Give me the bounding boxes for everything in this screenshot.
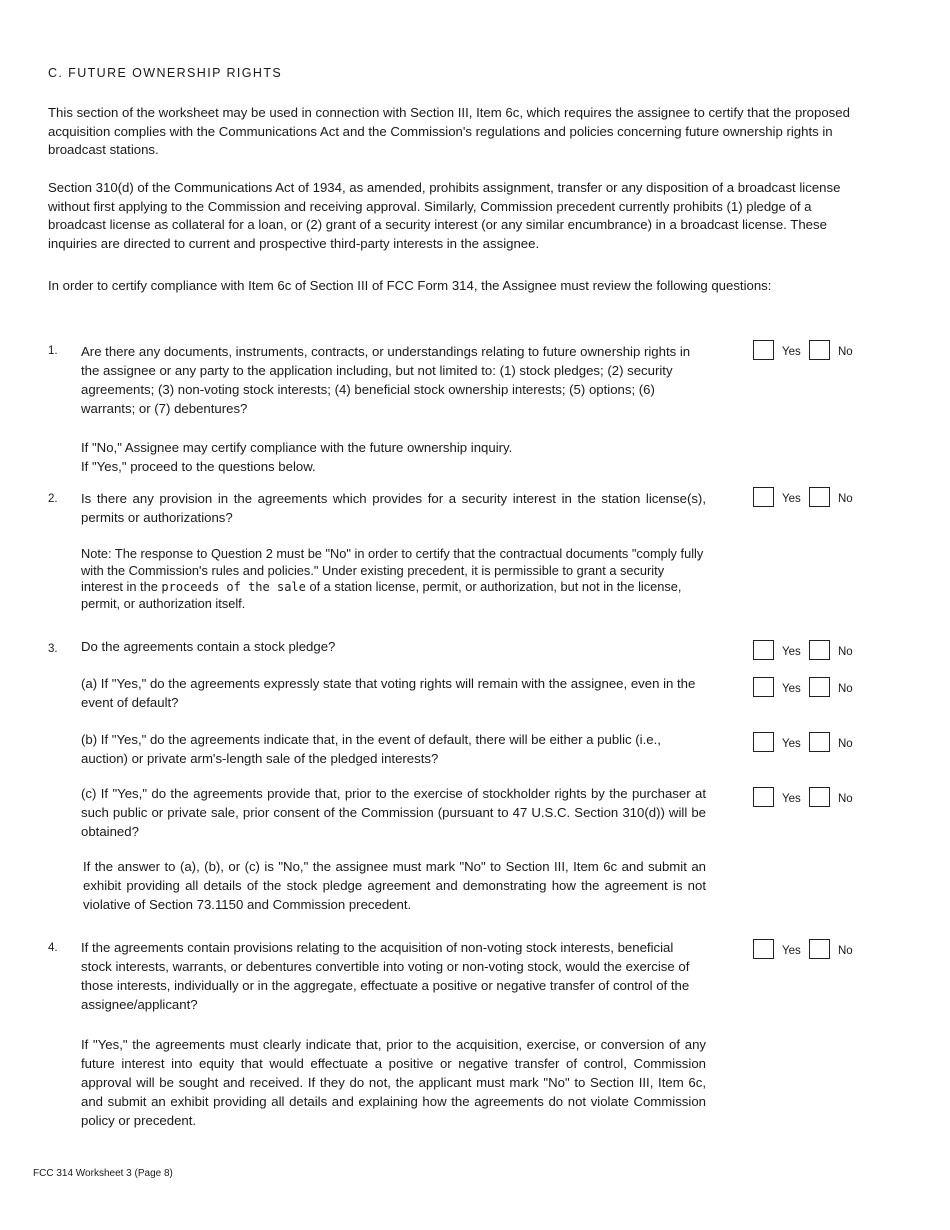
section-heading: C. FUTURE OWNERSHIP RIGHTS (48, 66, 283, 80)
q1-yes-no (753, 340, 863, 362)
q1-no-label: No (838, 346, 853, 358)
q2-note-text-b: of a station license, permit, or authorization, but not in the license, permit, or authorization itself. (81, 579, 682, 611)
q2-no-label: No (838, 493, 853, 505)
q3-yes-label: Yes (782, 646, 801, 658)
q3c-text: (c) If "Yes," do the agreements provide that, prior to the exercise of stockholder rights by the purchaser at such public or private sale, prior consent of the Commission (pursuant to 47 U.S.C. Section 310(d)) will be obtained? (81, 786, 706, 839)
q3a-no-checkbox[interactable] (809, 677, 830, 697)
intro-paragraph-1: This section of the worksheet may be used in connection with Section III, Item 6c, which requires the assignee to certify that the proposed acquisition complies with the Communications Act and the Commission's regulations and policies concerning future ownership rights in broadcast stations. (48, 105, 850, 157)
q2-yes-checkbox[interactable] (753, 487, 774, 507)
q2-note-label: Note: (81, 546, 112, 561)
q3-yes-no (753, 640, 863, 662)
q4-followup: If "Yes," the agreements must clearly indicate that, prior to the acquisition, exercise, or conversion of any future interest into equity that would effectuate a positive or negative transfer of control, Commission approval will be sought and received. If they do not, the applicant must mark "No" to Section III, Item 6c, and submit an exhibit providing all details and explaining how the agreements do not violate Commission policy or precedent. (81, 1037, 706, 1128)
q2-note (81, 546, 706, 612)
q3b-yes-no (753, 732, 863, 754)
q1-text: Are there any documents, instruments, contracts, or understandings relating to future ownership rights in the assignee or any party to the application including, but not limited to: (1) stock pledges; (2) security agreements; (3) non-voting stock interests; (4) beneficial stock ownership interests; (5) options; (6) warrants; or (7) debentures? (81, 344, 691, 416)
q4-yes-label: Yes (782, 945, 801, 957)
q3c-yes-no (753, 787, 863, 809)
q4-number: 4. (48, 942, 58, 954)
q2-note-text-a: The response to Question 2 must be "No" in order to certify that the contractual documents "comply fully with the Commission's rules and policies." Under existing precedent, it is permissible to grant a security interest in the (81, 546, 704, 594)
q3-number: 3. (48, 643, 58, 655)
q3-no-checkbox[interactable] (809, 640, 830, 660)
q3c-no-label: No (838, 793, 853, 805)
q1-if-yes: If "Yes," proceed to the questions below. (81, 459, 316, 474)
q3a-yes-label: Yes (782, 683, 801, 695)
q3-text: Do the agreements contain a stock pledge? (81, 639, 336, 654)
q3b-text: (b) If "Yes," do the agreements indicate that, in the event of default, there will be either a public (i.e., auction) or private arm's-length sale of the pledged interests? (81, 732, 661, 766)
q1-yes-label: Yes (782, 346, 801, 358)
q3-followup: If the answer to (a), (b), or (c) is "No," the assignee must mark "No" to Section III, Item 6c and submit an exhibit providing all details of the stock pledge agreement and demonstrating how the agreement is not violative of Section 73.1150 and Commission precedent. (83, 859, 706, 912)
q3-no-label: No (838, 646, 853, 658)
q2-no-checkbox[interactable] (809, 487, 830, 507)
q4-no-checkbox[interactable] (809, 939, 830, 959)
q1-yes-checkbox[interactable] (753, 340, 774, 360)
q3a-text: (a) If "Yes," do the agreements expressly state that voting rights will remain with the assignee, even in the event of default? (81, 676, 696, 710)
q3b-yes-label: Yes (782, 738, 801, 750)
q3a-yes-checkbox[interactable] (753, 677, 774, 697)
q4-text: If the agreements contain provisions relating to the acquisition of non-voting stock interests, beneficial stock interests, warrants, or debentures convertible into voting or non-voting stock, would the exercise of those interests, individually or in the aggregate, effectuate a positive or negative transfer of control of the assignee/applicant? (81, 940, 690, 1012)
q3c-yes-checkbox[interactable] (753, 787, 774, 807)
q2-yes-no (753, 487, 863, 509)
q2-number: 2. (48, 493, 58, 505)
q3-yes-checkbox[interactable] (753, 640, 774, 660)
q1-if-no: If "No," Assignee may certify compliance with the future ownership inquiry. (81, 440, 513, 455)
q2-note-emphasis: proceeds of the sale (161, 580, 306, 594)
q2-yes-label: Yes (782, 493, 801, 505)
q3a-yes-no (753, 677, 863, 699)
q1-number: 1. (48, 345, 58, 357)
q3b-no-label: No (838, 738, 853, 750)
q3b-no-checkbox[interactable] (809, 732, 830, 752)
q3c-yes-label: Yes (782, 793, 801, 805)
q3b-yes-checkbox[interactable] (753, 732, 774, 752)
intro-paragraph-3: In order to certify compliance with Item 6c of Section III of FCC Form 314, the Assignee must review the following questions: (48, 278, 772, 293)
q2-text: Is there any provision in the agreements which provides for a security interest in the station license(s), permits or authorizations? (81, 491, 706, 525)
q3c-no-checkbox[interactable] (809, 787, 830, 807)
q3a-no-label: No (838, 683, 853, 695)
page-footer: FCC 314 Worksheet 3 (Page 8) (33, 1168, 173, 1179)
q1-no-checkbox[interactable] (809, 340, 830, 360)
intro-paragraph-2: Section 310(d) of the Communications Act of 1934, as amended, prohibits assignment, transfer or any disposition of a broadcast license without first applying to the Commission and receiving approval. Similarly, Commission precedent currently prohibits (1) pledge of a broadcast license as collateral for a loan, or (2) grant of a security interest (or any similar encumbrance) in a broadcast license. These inquiries are directed to current and prospective third-party interests in the assignee. (48, 180, 841, 251)
q4-yes-no (753, 939, 863, 961)
q4-yes-checkbox[interactable] (753, 939, 774, 959)
q4-no-label: No (838, 945, 853, 957)
